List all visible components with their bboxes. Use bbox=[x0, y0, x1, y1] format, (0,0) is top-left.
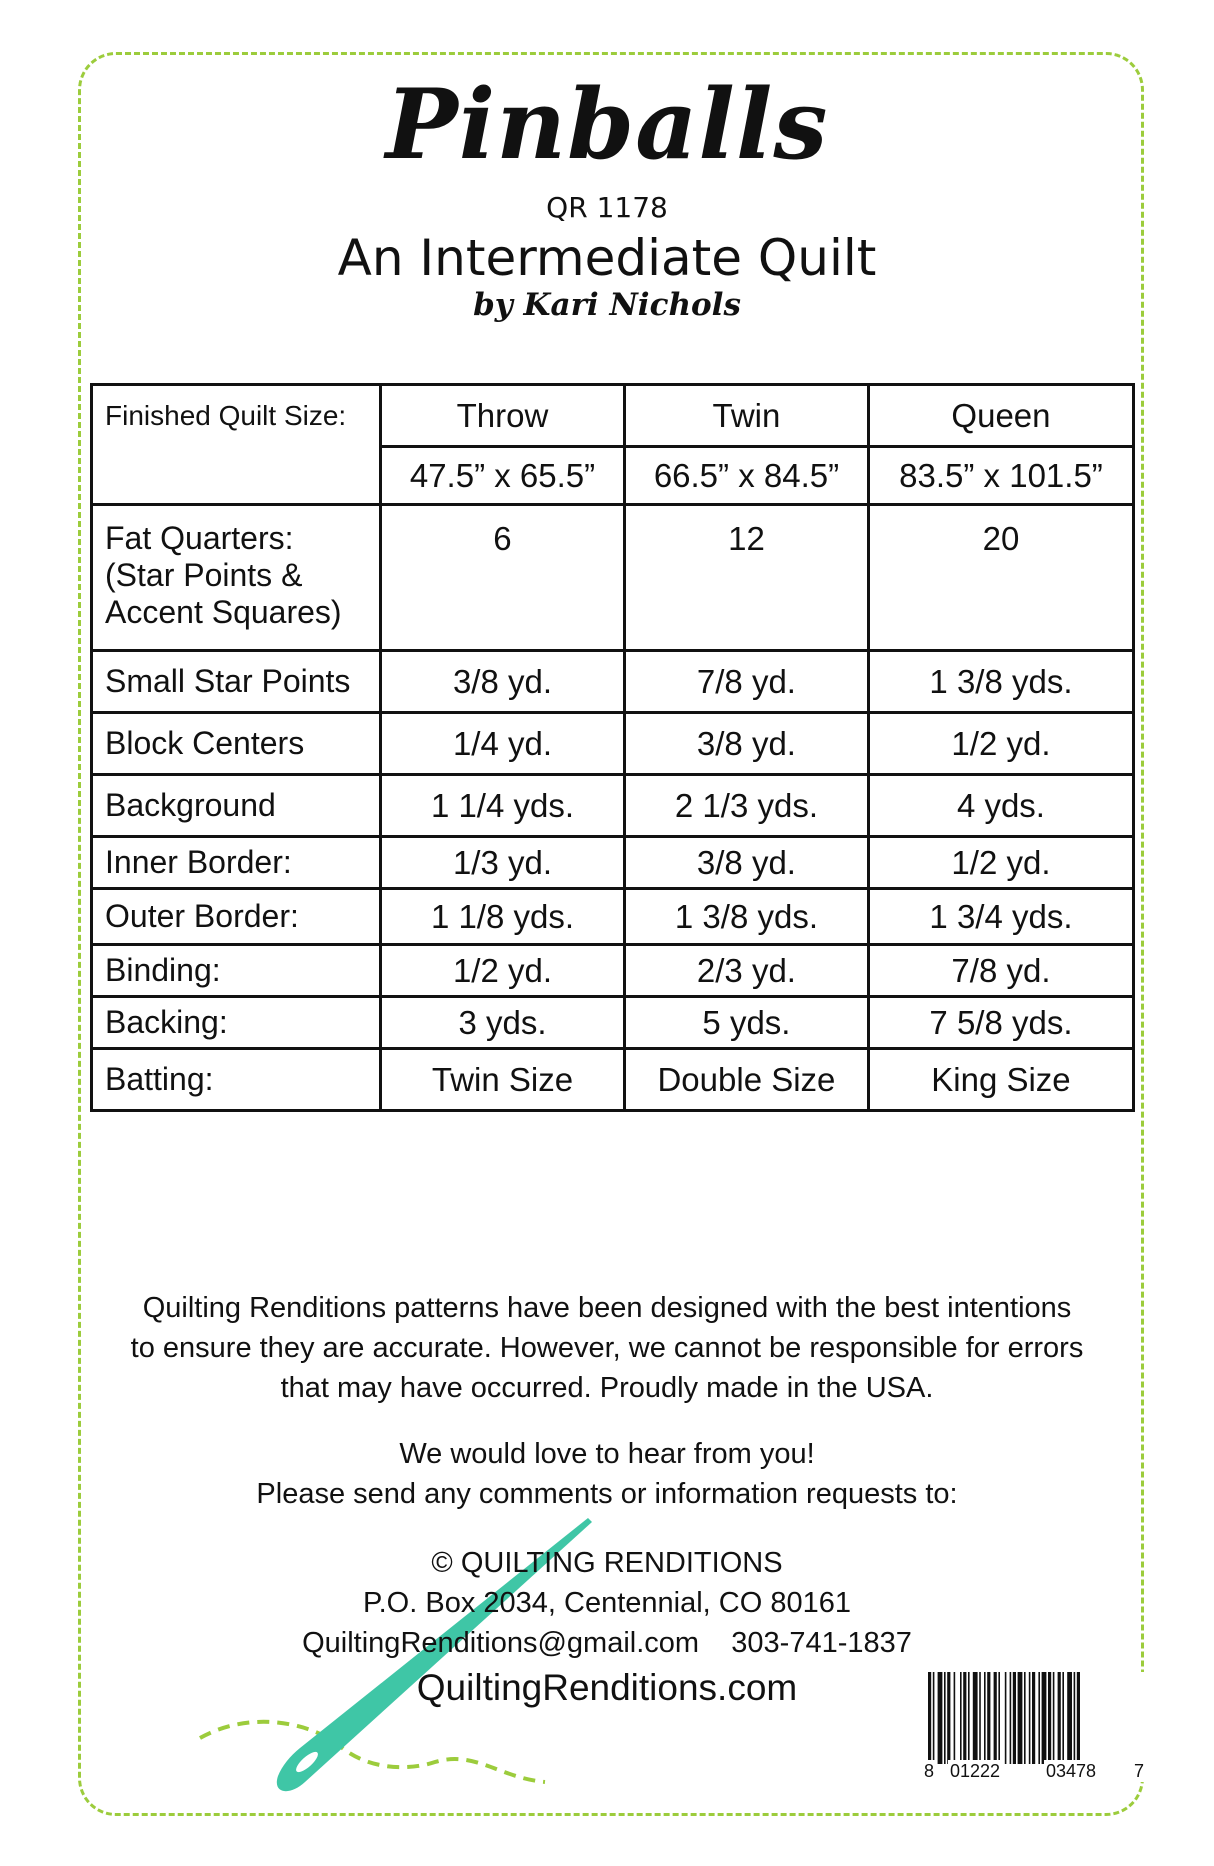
requirement-value-throw: 1 1/4 yds. bbox=[381, 775, 625, 837]
barcode-bar bbox=[954, 1672, 956, 1764]
requirement-label: Small Star Points bbox=[92, 651, 381, 713]
requirement-value-throw: 1/4 yd. bbox=[381, 713, 625, 775]
size-dims-throw: 47.5” x 65.5” bbox=[381, 447, 625, 505]
barcode-bar bbox=[1048, 1672, 1051, 1764]
company-name: © QUILTING RENDITIONS bbox=[431, 1547, 783, 1579]
barcode-bar bbox=[1062, 1672, 1064, 1764]
barcode-bar bbox=[1029, 1672, 1031, 1764]
size-name-twin: Twin bbox=[624, 385, 868, 447]
barcode-bar bbox=[1058, 1672, 1061, 1764]
barcode-bar bbox=[928, 1672, 931, 1764]
barcode-bar bbox=[973, 1672, 978, 1764]
requirement-value-twin: 3/8 yd. bbox=[624, 713, 868, 775]
requirement-value-queen: 1 3/4 yds. bbox=[868, 889, 1133, 945]
requirement-value-twin: 5 yds. bbox=[624, 997, 868, 1049]
barcode-bars bbox=[922, 1672, 1146, 1764]
barcode-bar bbox=[1018, 1672, 1023, 1764]
barcode-bar bbox=[1005, 1672, 1007, 1764]
barcode-bar bbox=[998, 1672, 1000, 1764]
barcode-bar bbox=[1077, 1672, 1080, 1764]
barcode-bar bbox=[947, 1672, 950, 1764]
requirement-value-queen: 1 3/8 yds. bbox=[868, 651, 1133, 713]
requirement-row bbox=[92, 713, 1134, 775]
requirement-row bbox=[92, 945, 1134, 997]
barcode-bar bbox=[944, 1672, 946, 1764]
disclaimer-line: Quilting Renditions patterns have been designed with the best intentions bbox=[142, 1292, 1072, 1324]
pattern-subtitle: An Intermediate Quilt bbox=[337, 229, 877, 287]
requirement-row bbox=[92, 837, 1134, 889]
company-address bbox=[0, 1543, 1214, 1663]
requirement-value-throw: 6 bbox=[381, 505, 625, 651]
requirement-value-queen: 7 5/8 yds. bbox=[868, 997, 1133, 1049]
email-link[interactable]: QuiltingRenditions@gmail.com bbox=[302, 1627, 700, 1659]
requirement-label: Backing: bbox=[92, 997, 381, 1049]
disclaimer bbox=[0, 1288, 1214, 1408]
requirement-label: Background bbox=[92, 775, 381, 837]
requirement-value-twin: Double Size bbox=[624, 1049, 868, 1111]
barcode-bar bbox=[984, 1672, 986, 1764]
contact-line: We would love to hear from you! bbox=[399, 1438, 815, 1470]
requirement-value-throw: 3/8 yd. bbox=[381, 651, 625, 713]
barcode-bar bbox=[987, 1672, 990, 1764]
contact-request bbox=[0, 1434, 1214, 1514]
barcode-bar bbox=[1013, 1672, 1016, 1764]
requirement-value-throw: Twin Size bbox=[381, 1049, 625, 1111]
contact-line: Please send any comments or information requests to: bbox=[256, 1478, 958, 1510]
requirement-value-throw: 1/3 yd. bbox=[381, 837, 625, 889]
barcode-digit-group: 8 bbox=[924, 1761, 935, 1781]
pattern-author: by Kari Nichols bbox=[473, 287, 741, 323]
requirement-row bbox=[92, 1049, 1134, 1111]
requirement-label: Fat Quarters: (Star Points & Accent Squares) bbox=[92, 505, 381, 651]
barcode-digit-group: 7 bbox=[1134, 1761, 1145, 1781]
barcode-bar bbox=[1038, 1672, 1040, 1764]
disclaimer-line: that may have occurred. Proudly made in the USA. bbox=[280, 1372, 934, 1404]
barcode-bar bbox=[960, 1672, 962, 1764]
website-link[interactable]: QuiltingRenditions.com bbox=[416, 1667, 798, 1708]
requirement-label: Binding: bbox=[92, 945, 381, 997]
barcode-bar bbox=[1024, 1672, 1026, 1764]
requirement-value-twin: 1 3/8 yds. bbox=[624, 889, 868, 945]
size-name-row bbox=[92, 385, 1134, 447]
barcode-digit-group: 01222 bbox=[950, 1761, 1001, 1781]
requirement-row bbox=[92, 889, 1134, 945]
requirement-value-queen: 20 bbox=[868, 505, 1133, 651]
requirement-value-throw: 1/2 yd. bbox=[381, 945, 625, 997]
requirement-value-twin: 12 bbox=[624, 505, 868, 651]
po-box: P.O. Box 2034, Centennial, CO 80161 bbox=[363, 1587, 851, 1619]
requirement-value-queen: 7/8 yd. bbox=[868, 945, 1133, 997]
phone-number: 303-741-1837 bbox=[731, 1627, 912, 1659]
barcode-bar bbox=[1053, 1672, 1055, 1764]
requirement-value-twin: 2/3 yd. bbox=[624, 945, 868, 997]
size-dims-twin: 66.5” x 84.5” bbox=[624, 447, 868, 505]
requirement-value-queen: 1/2 yd. bbox=[868, 713, 1133, 775]
fabric-requirements-table bbox=[90, 383, 1135, 1112]
requirement-label: Inner Border: bbox=[92, 837, 381, 889]
barcode-bar bbox=[1032, 1672, 1035, 1764]
size-label: Finished Quilt Size: bbox=[92, 385, 381, 505]
barcode-bar bbox=[1010, 1672, 1012, 1764]
barcode bbox=[922, 1672, 1146, 1782]
requirement-value-queen: King Size bbox=[868, 1049, 1133, 1111]
email-phone-line bbox=[0, 1623, 1214, 1663]
requirement-value-throw: 1 1/8 yds. bbox=[381, 889, 625, 945]
size-name-throw: Throw bbox=[381, 385, 625, 447]
barcode-digit-group: 03478 bbox=[1046, 1761, 1097, 1781]
barcode-bar bbox=[1074, 1672, 1076, 1764]
requirement-value-twin: 2 1/3 yds. bbox=[624, 775, 868, 837]
barcode-bar bbox=[933, 1672, 935, 1764]
requirement-label: Batting: bbox=[92, 1049, 381, 1111]
requirement-label: Block Centers bbox=[92, 713, 381, 775]
barcode-bar bbox=[994, 1672, 997, 1764]
requirement-value-queen: 1/2 yd. bbox=[868, 837, 1133, 889]
barcode-bar bbox=[1067, 1672, 1072, 1764]
requirement-label: Outer Border: bbox=[92, 889, 381, 945]
pattern-title: Pinballs bbox=[385, 68, 829, 181]
requirement-row bbox=[92, 505, 1134, 651]
barcode-bar bbox=[979, 1672, 981, 1764]
size-name-queen: Queen bbox=[868, 385, 1133, 447]
requirement-value-throw: 3 yds. bbox=[381, 997, 625, 1049]
requirement-row bbox=[92, 651, 1134, 713]
disclaimer-line: to ensure they are accurate. However, we cannot be responsible for errors bbox=[130, 1332, 1084, 1364]
requirement-value-twin: 3/8 yd. bbox=[624, 837, 868, 889]
pattern-code: QR 1178 bbox=[546, 191, 668, 224]
requirement-value-queen: 4 yds. bbox=[868, 775, 1133, 837]
barcode-bar bbox=[968, 1672, 970, 1764]
requirement-row bbox=[92, 775, 1134, 837]
barcode-bar bbox=[1042, 1672, 1047, 1764]
size-dims-queen: 83.5” x 101.5” bbox=[868, 447, 1133, 505]
barcode-bar bbox=[938, 1672, 943, 1764]
barcode-bar bbox=[963, 1672, 966, 1764]
requirement-value-twin: 7/8 yd. bbox=[624, 651, 868, 713]
requirement-row bbox=[92, 997, 1134, 1049]
barcode-number bbox=[922, 1760, 1146, 1782]
